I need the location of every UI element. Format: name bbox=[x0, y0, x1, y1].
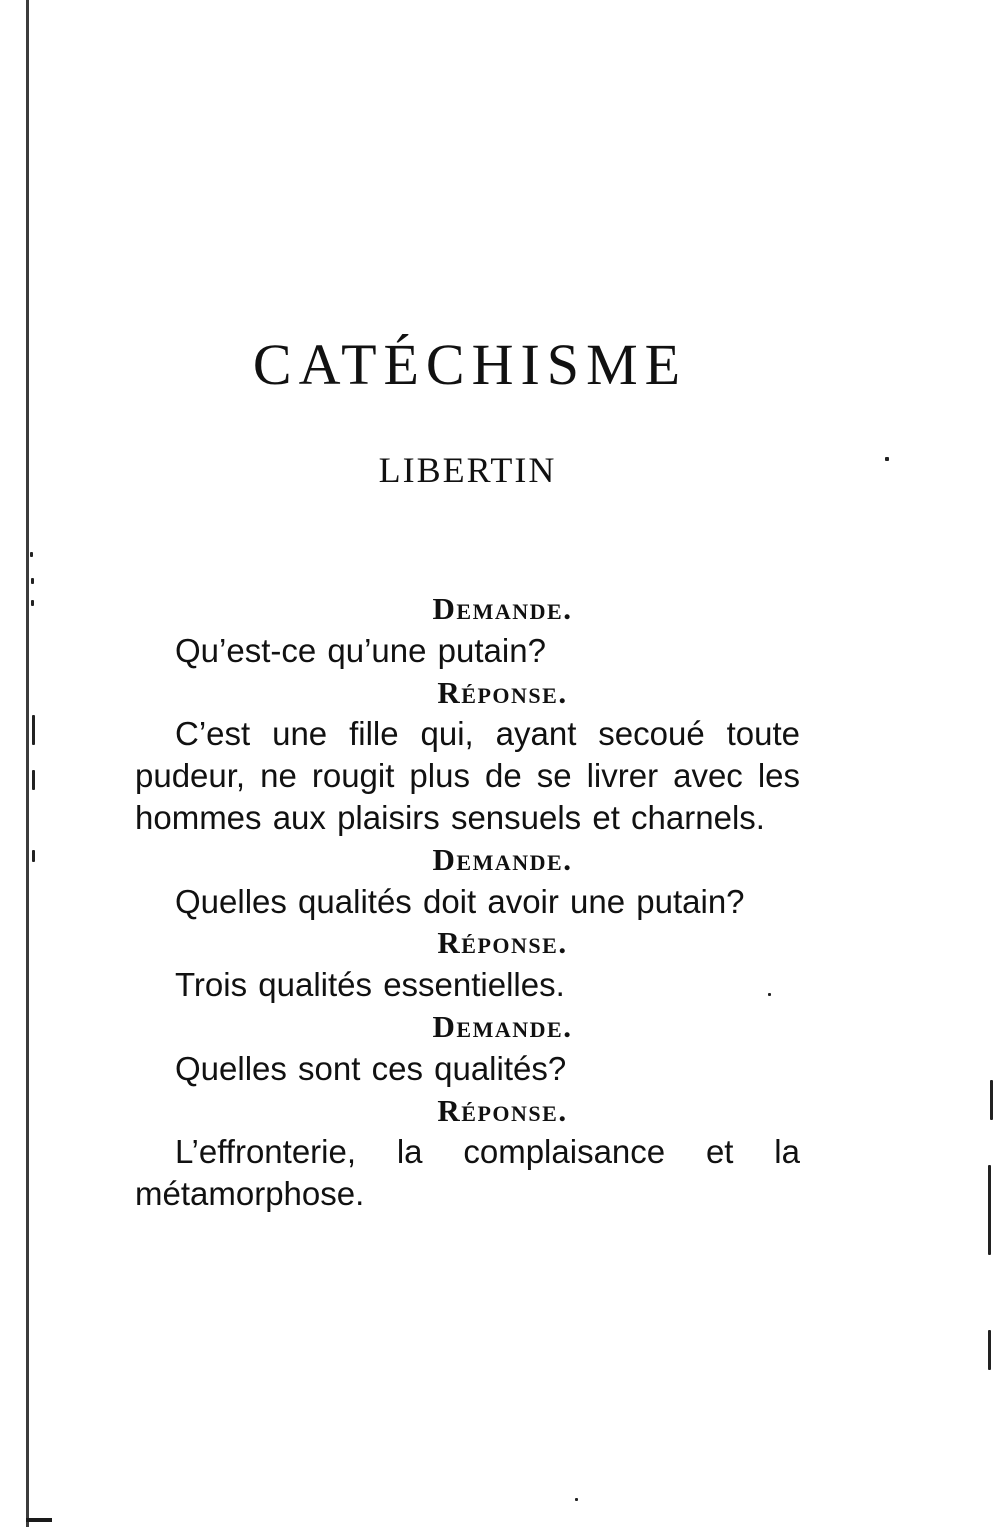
speaker-label-reponse: Réponse. bbox=[437, 925, 568, 961]
scan-speck bbox=[988, 1330, 991, 1370]
speaker-label-demande: Demande. bbox=[432, 841, 573, 877]
scan-speck bbox=[31, 578, 34, 584]
page-title: CATÉCHISME bbox=[252, 332, 688, 397]
dialogue bbox=[135, 588, 800, 1215]
scan-speck bbox=[31, 600, 34, 606]
scan-speck bbox=[30, 552, 33, 557]
question-text: Quelles qualités doit avoir une putain? bbox=[175, 882, 745, 920]
question-text: Qu’est-ce qu’une putain? bbox=[175, 631, 546, 669]
speaker-label-reponse: Réponse. bbox=[437, 1092, 568, 1128]
page-binding-foot bbox=[26, 1518, 52, 1522]
scan-speck bbox=[32, 850, 35, 862]
question-text: Quelles sont ces qualités? bbox=[175, 1049, 567, 1087]
scan-speck bbox=[990, 1080, 993, 1120]
scan-speck bbox=[32, 715, 35, 745]
speaker-label-demande: Demande. bbox=[432, 591, 573, 626]
answer-text: C’est une fille qui, ayant secoué toute pudeur, ne rougit plus de se livrer avec les hommes aux plaisirs sensuels et charnels. bbox=[135, 715, 800, 836]
answer-text: Trois qualités essentielles. bbox=[175, 966, 565, 1004]
scan-speck bbox=[988, 1165, 991, 1255]
speaker-label-reponse: Réponse. bbox=[437, 674, 568, 710]
speaker-label-demande: Demande. bbox=[432, 1008, 573, 1044]
scan-speck bbox=[32, 770, 35, 790]
answer-text: L’effronterie, la complaisance et la métamorphose. bbox=[135, 1133, 800, 1213]
page-subtitle: LIBERTIN bbox=[378, 450, 557, 490]
page-binding-edge bbox=[26, 0, 32, 1527]
scan-speck bbox=[575, 1498, 578, 1501]
